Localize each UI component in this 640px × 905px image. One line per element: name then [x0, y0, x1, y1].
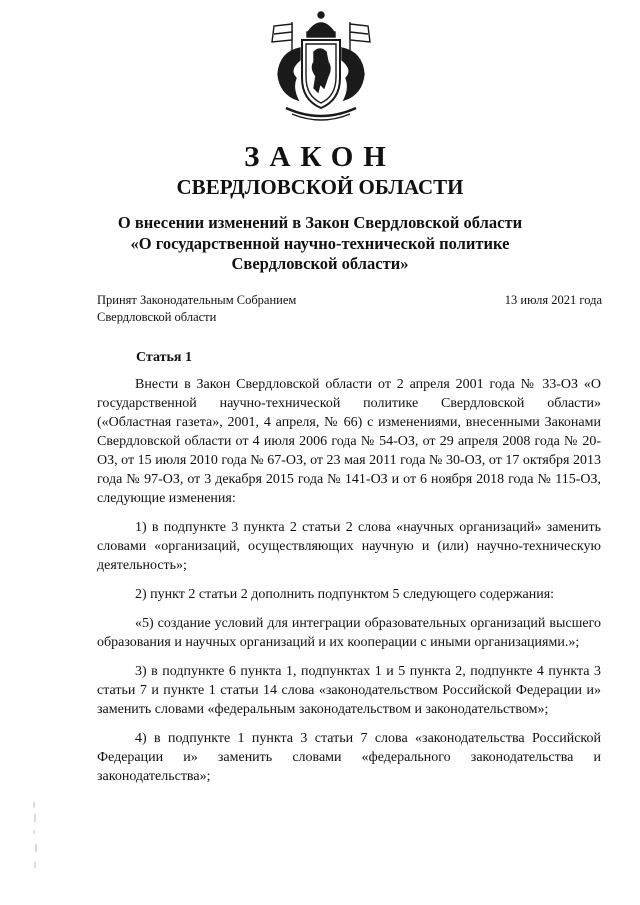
law-subject: [100, 213, 540, 275]
region-title: СВЕРДЛОВСКОЙ ОБЛАСТИ: [176, 175, 464, 199]
law-title: ЗАКОН: [244, 141, 396, 173]
subject-line: О внесении изменений в Закон Свердловской области: [117, 213, 523, 232]
article-paragraph: 2) пункт 2 статьи 2 дополнить подпунктом 5 следующего содержания:: [135, 587, 555, 602]
subject-line: Свердловской области»: [231, 254, 409, 273]
article-body: [97, 375, 601, 796]
adoption-date: 13 июля 2021 года: [504, 293, 602, 307]
coat-of-arms-icon: [262, 8, 380, 122]
article-paragraph: «5) создание условий для интеграции образовательных организаций высшего образования и научных организаций и их кооперации с иными организациями.»;: [97, 616, 601, 650]
article-paragraph: Внести в Закон Свердловской области от 2 апреля 2001 года № 33-ОЗ «О государственной научно-технической политике Свердловской области» («Областная газета», 2001, 4 апреля, № 66) с изменениями, внесенными Законами Свердловской области от 4 июля 2006 года № 54-ОЗ, от 29 апреля 2008 года № 20-ОЗ, от 15 июля 2010 года № 67-ОЗ, от 23 мая 2011 года № 30-ОЗ, от 17 октября 2013 года № 97-ОЗ, от 3 декабря 2015 года № 141-ОЗ и от 6 ноября 2018 года № 115-ОЗ, следующие изменения:: [97, 377, 601, 506]
scan-artifact: [28, 800, 48, 880]
article-paragraph: 1) в подпункте 3 пункта 2 статьи 2 слова «научных организаций» заменить словами «организаций, осуществляющих научную и (или) научно-техническую деятельность»;: [97, 520, 601, 573]
article-paragraph: 4) в подпункте 1 пункта 3 статьи 7 слова «законодательства Российской Федерации и» заменить словами «федерального законодательства и законодательства»;: [97, 731, 601, 784]
adopted-line: Свердловской области: [97, 310, 217, 324]
article-paragraph: 3) в подпункте 6 пункта 1, подпунктах 1 и 5 пункта 2, подпункте 4 пункта 3 статьи 7 и пункте 1 статьи 14 слова «законодательством Российской Федерации и» заменить словами «федеральным законодательством и законодательством»;: [97, 664, 601, 717]
adopted-line: Принят Законодательным Собранием: [97, 293, 297, 307]
article-heading: Статья 1: [136, 350, 192, 365]
subject-line: «О государственной научно-технической политике: [130, 233, 510, 253]
adoption-info: [97, 292, 296, 326]
